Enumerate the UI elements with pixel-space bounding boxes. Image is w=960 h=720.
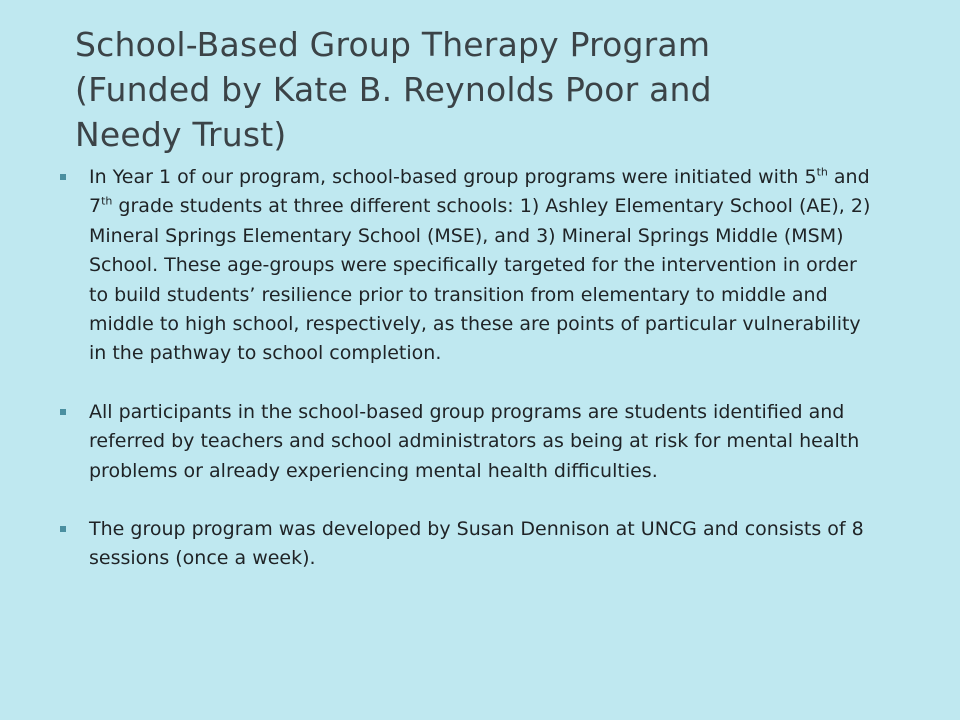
bullet-list [60, 163, 880, 574]
bullet-2-text: All participants in the school-based group programs are students identified and referred by teachers and school administrators as being at risk for mental health problems or already experiencing mental health difficulties. [89, 400, 860, 482]
bullet-item-program-developer [60, 515, 880, 574]
title-line-1: School-Based Group Therapy Program [75, 25, 711, 64]
bullet-1-superscript-2: th [101, 195, 113, 209]
slide-title [75, 22, 875, 157]
bullet-1-superscript-1: th [816, 165, 828, 179]
square-bullet-icon [60, 174, 66, 180]
bullet-1-text-part-2: and 7 [89, 166, 870, 218]
bullet-1-text-part-3: grade students at three different schools: 1) Ashley Elementary School (AE), 2) Mineral Springs Elementary School (MSE), and 3) Mineral Springs Middle (MSM) School. These age-groups were specifically targeted for the intervention in order to build students’ resilience prior to transition from elementary to middle and middle to high school, respectively, as these are points of particular vulnerability in the pathway to school completion. [89, 195, 871, 365]
bullet-item-year-1 [60, 163, 880, 369]
bullet-item-participants [60, 398, 880, 486]
bullet-1-text-part-1: In Year 1 of our program, school-based group programs were initiated with 5 [89, 166, 817, 188]
title-line-2: (Funded by Kate B. Reynolds Poor and [75, 70, 712, 109]
bullet-3-text: The group program was developed by Susan Dennison at UNCG and consists of 8 sessions (once a week). [89, 518, 864, 570]
square-bullet-icon [60, 526, 66, 532]
square-bullet-icon [60, 409, 66, 415]
title-line-3: Needy Trust) [75, 115, 287, 154]
